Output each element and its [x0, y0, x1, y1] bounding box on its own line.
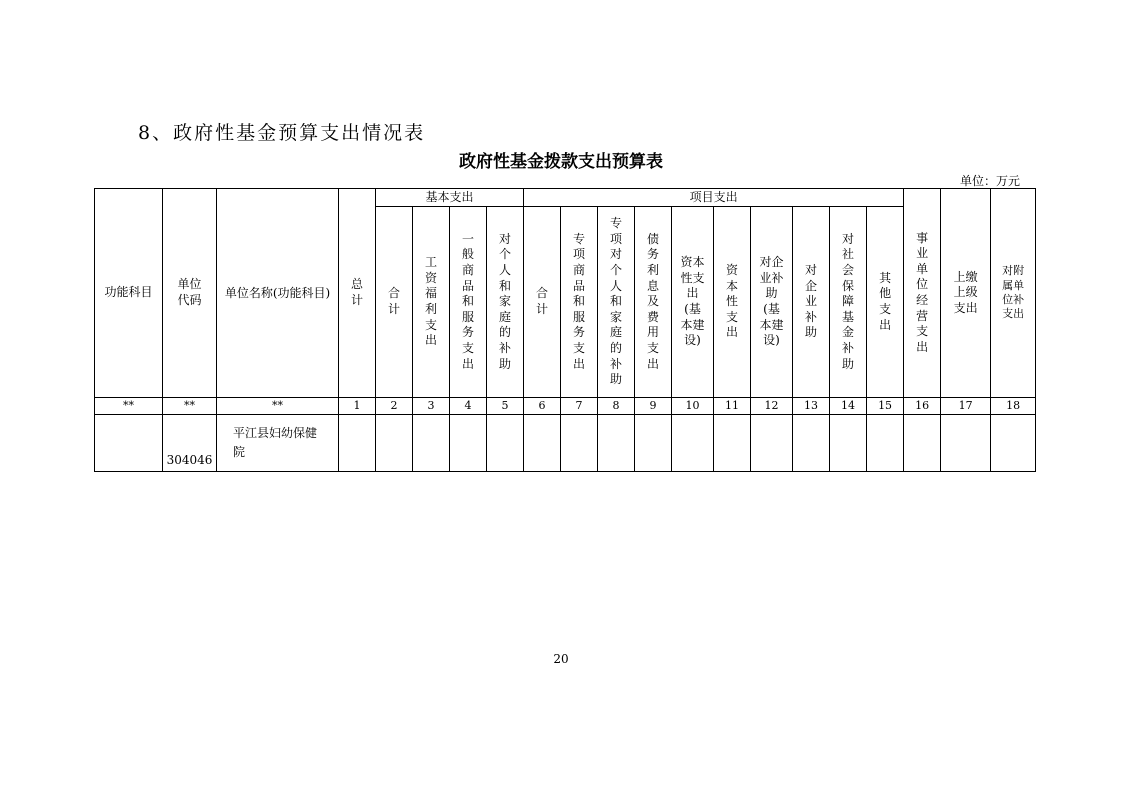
row-unit-code: 304046 [163, 415, 217, 472]
header-project-total: 合计 [524, 207, 561, 398]
header-project-family: 专项对个人和家庭的补助 [598, 207, 635, 398]
page-number: 20 [553, 652, 569, 666]
row-func-subject [95, 415, 163, 472]
number-cell: 16 [904, 398, 941, 415]
number-cell: 1 [339, 398, 376, 415]
row-cell [413, 415, 450, 472]
row-cell [991, 415, 1036, 472]
table-row [95, 415, 1036, 472]
header-basic-group: 基本支出 [376, 189, 524, 207]
header-turnover-expense: 上缴上级支出 [941, 189, 991, 398]
row-cell [672, 415, 714, 472]
row-cell [714, 415, 751, 472]
row-cell [598, 415, 635, 472]
number-cell: 15 [867, 398, 904, 415]
row-cell [487, 415, 524, 472]
row-cell [450, 415, 487, 472]
header-project-capital-construction: 资本性支出(基本建设) [672, 207, 714, 398]
number-cell: 8 [598, 398, 635, 415]
row-cell [867, 415, 904, 472]
header-project-group: 项目支出 [524, 189, 904, 207]
table-title: 政府性基金拨款支出预算表 [459, 152, 663, 172]
number-cell: 6 [524, 398, 561, 415]
header-basic-goods: 一般商品和服务支出 [450, 207, 487, 398]
header-project-goods: 专项商品和服务支出 [561, 207, 598, 398]
row-cell [793, 415, 830, 472]
number-cell: 9 [635, 398, 672, 415]
unit-label: 单位：万元 [960, 174, 1021, 188]
header-project-enterprise: 对企业补助 [793, 207, 830, 398]
header-project-social-security: 对社会保障基金补助 [830, 207, 867, 398]
row-cell [376, 415, 413, 472]
header-enterprise-expense: 事业单位经营支出 [904, 189, 941, 398]
number-cell: 2 [376, 398, 413, 415]
header-func-subject: 功能科目 [95, 189, 163, 398]
header-total: 总计 [339, 189, 376, 398]
number-cell: 17 [941, 398, 991, 415]
number-cell: 11 [714, 398, 751, 415]
header-basic-salary: 工资福利支出 [413, 207, 450, 398]
row-cell [561, 415, 598, 472]
header-project-capital: 资本性支出 [714, 207, 751, 398]
number-cell: 10 [672, 398, 714, 415]
row-unit-name: 平江县妇幼保健院 [217, 415, 339, 472]
header-project-other: 其他支出 [867, 207, 904, 398]
row-cell [635, 415, 672, 472]
row-cell [751, 415, 793, 472]
section-heading: 8、政府性基金预算支出情况表 [138, 122, 426, 144]
header-project-enterprise-construction: 对企业补助(基本建设) [751, 207, 793, 398]
row-cell [941, 415, 991, 472]
number-cell: 3 [413, 398, 450, 415]
budget-table [94, 188, 1036, 472]
number-cell: 5 [487, 398, 524, 415]
number-cell: 14 [830, 398, 867, 415]
row-cell [524, 415, 561, 472]
number-cell: 4 [450, 398, 487, 415]
number-cell: 12 [751, 398, 793, 415]
number-cell: ** [163, 398, 217, 415]
number-cell: ** [217, 398, 339, 415]
header-unit-code: 单位代码 [163, 189, 217, 398]
number-cell: 13 [793, 398, 830, 415]
number-cell: ** [95, 398, 163, 415]
header-basic-total: 合计 [376, 207, 413, 398]
number-cell: 7 [561, 398, 598, 415]
header-subsidiary-expense: 对附属单位补支出 [991, 189, 1036, 398]
header-unit-name: 单位名称(功能科目) [217, 189, 339, 398]
number-cell: 18 [991, 398, 1036, 415]
row-cell [830, 415, 867, 472]
row-cell [339, 415, 376, 472]
header-basic-family: 对个人和家庭的补助 [487, 207, 524, 398]
row-cell [904, 415, 941, 472]
header-project-debt: 债务利息及费用支出 [635, 207, 672, 398]
